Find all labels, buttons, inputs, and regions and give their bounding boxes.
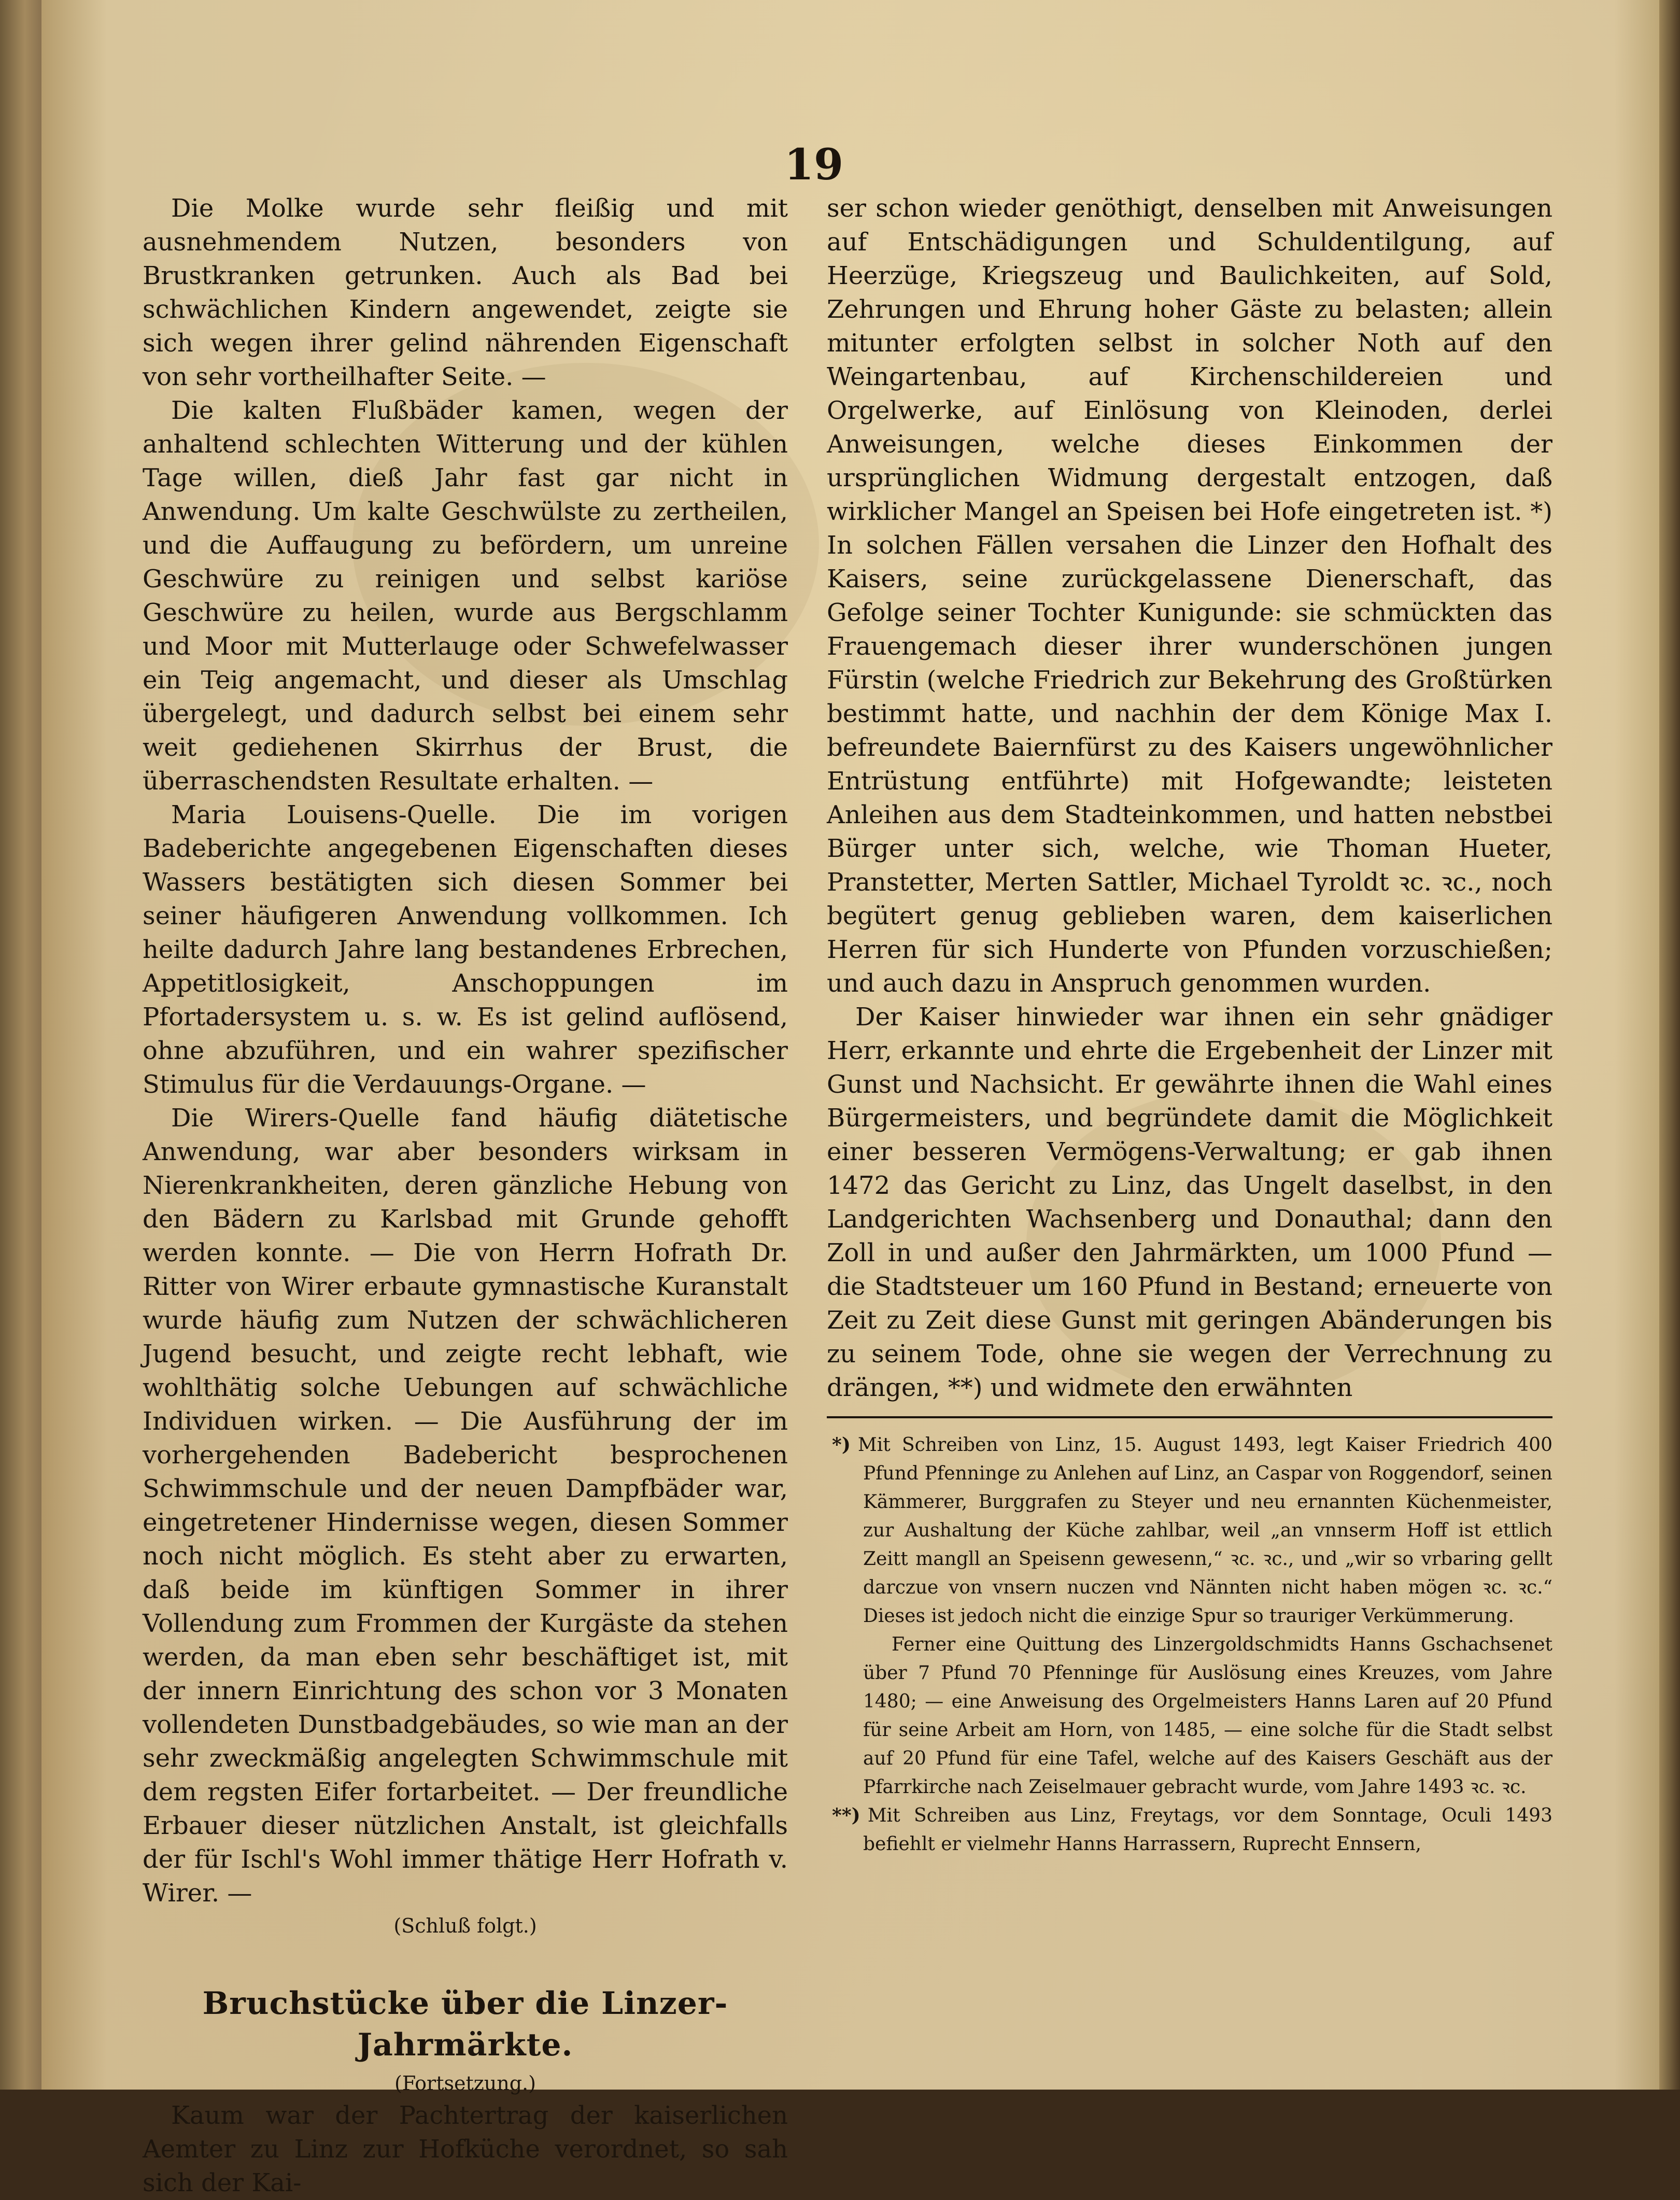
article-start-paragraph: Kaum war der Pachtertrag der kaiserlichen Aemter zu Linz zur Hofküche verordnet, so sah sich der Kai- — [143, 2101, 788, 2197]
right-column — [827, 192, 1552, 1858]
paragraph-wirers-quelle: Die Wirers-Quelle fand häufig diätetische Anwendung, war aber besonders wirksam in Nierenkrankheiten, deren gänzliche Hebung von den Bädern zu Karlsbad mit Grunde gehofft werden konnte. — Die von Herrn Hofrath Dr. Ritter von Wirer erbaute gymnastische Kuranstalt wurde häufig zum Nutzen der schwächlicheren Jugend besucht, und zeigte recht lebhaft, wie wohlthätig solche Uebungen auf schwächliche Individuen wirken. — Die Ausführung der im vorhergehenden Badebericht besprochenen Schwimmschule und der neuen Dampfbäder war, eingetretener Hindernisse wegen, diesen Sommer noch nicht möglich. Es steht aber zu erwarten, daß beide im künftigen Sommer in ihrer Vollendung zum Frommen der Kurgäste da stehen werden, da man eben sehr beschäftiget ist, mit der innern Einrichtung des schon vor 3 Monaten vollendeten Dunstbadgebäudes, so wie man an der sehr zweckmäßig angelegten Schwimmschule mit dem regsten Eifer fortarbeitet. — Der freundliche Erbauer dieser nützlichen Anstalt, ist gleichfalls der für Ischl's Wohl immer thätige Herr Hofrath v. Wirer. — — [143, 1104, 788, 1908]
footnote-mark: *) — [832, 1434, 851, 1456]
closing-note: (Schluß folgt.) — [393, 1914, 537, 1937]
page-number: 19 — [784, 140, 844, 190]
article-title: Bruchstücke über die Linzer-Jahrmärkte. — [202, 1985, 728, 2063]
paragraph-flussbaeder: Die kalten Flußbäder kamen, wegen der anhaltend schlechten Witterung und der kühlen Tage willen, dieß Jahr fast gar nicht in Anwendung. Um kalte Geschwülste zu zertheilen, und die Auffaugung zu befördern, um unreine Geschwüre zu reinigen und selbst kariöse Geschwüre zu heilen, wurde aus Bergschlamm und Moor mit Mutterlauge oder Schwefelwasser ein Teig angemacht, und dieser als Umschlag übergelegt, und dadurch selbst bei einem sehr weit gediehenen Skirrhus der Brust, die überraschendsten Resultate erhalten. — — [143, 396, 788, 796]
footnote-1-continued — [827, 1630, 1552, 1801]
footnote-1 — [827, 1431, 1552, 1630]
paragraph-continuation: ser schon wieder genöthigt, denselben mit Anweisungen auf Entschädigungen und Schuldentilgung, auf Heerzüge, Kriegszeug und Baulichkeiten, auf Sold, Zehrungen und Ehrung hoher Gäste zu belasten; allein mitunter erfolgten selbst in solcher Noth auf den Weingartenbau, auf Kirchenschildereien und Orgelwerke, auf Einlösung von Kleinoden, derlei Anweisungen, welche dieses Einkommen der ursprünglichen Widmung dergestalt entzogen, daß wirklicher Mangel an Speisen bei Hofe eingetreten ist. *) In solchen Fällen versahen die Linzer den Hofhalt des Kaisers, seine zurückgelassene Dienerschaft, das Gefolge seiner Tochter Kunigunde: sie schmückten das Frauengemach dieser ihrer wunderschönen jungen Fürstin (welche Friedrich zur Bekehrung des Großtürken bestimmt hatte, und nachhin der dem Könige Max I. befreundete Baiernfürst zu des Kaisers ungewöhnlicher Entrüstung entführte) mit Hofgewandte; leisteten Anleihen aus dem Stadteinkommen, und hatten nebstbei Bürger unter sich, welche, wie Thoman Hueter, Pranstetter, Merten Sattler, Michael Tyroldt ꝛc. ꝛc., noch begütert genug geblieben waren, dem kaiserlichen Herren für sich Hunderte von Pfunden vorzuschießen; und auch dazu in Anspruch genommen wurden. — [827, 194, 1552, 998]
footnote-mark: **) — [832, 1804, 860, 1826]
page-edge-shadow — [1659, 0, 1680, 2090]
paragraph-kaiser: Der Kaiser hinwieder war ihnen ein sehr gnädiger Herr, erkannte und ehrte die Ergebenheit der Linzer mit Gunst und Nachsicht. Er gewährte ihnen die Wahl eines Bürgermeisters, und begründete damit die Möglichkeit einer besseren Vermögens-Verwaltung; er gab ihnen 1472 das Gericht zu Linz, das Ungelt daselbst, in den Landgerichten Wachsenberg und Donauthal; dann den Zoll in und außer den Jahrmärkten, um 1000 Pfund — die Stadtsteuer um 160 Pfund in Bestand; erneuerte von Zeit zu Zeit diese Gunst mit geringen Abänderungen bis zu seinem Tode, ohne sie wegen der Verrechnung zu drängen, **) und widmete den erwähnten — [827, 1003, 1552, 1402]
footnote-text: Ferner eine Quittung des Linzergoldschmidts Hanns Gschachsenet über 7 Pfund 70 Pfenninge für Auslösung eines Kreuzes, vom Jahre 1480; — eine Anweisung des Orgelmeisters Hanns Laren auf 20 Pfund für seine Arbeit am Horn, von 1485, — eine solche für die Stadt selbst auf 20 Pfund für eine Tafel, welche auf des Kaisers Geschäft aus der Pfarrkirche nach Zeiselmauer gebracht wurde, vom Jahre 1493 ꝛc. ꝛc. — [863, 1634, 1552, 1798]
paragraph-molke: Die Molke wurde sehr fleißig und mit ausnehmendem Nutzen, besonders von Brustkranken getrunken. Auch als Bad bei schwächlichen Kindern angewendet, zeigte sie sich wegen ihrer gelind nährenden Eigenschaft von sehr vortheilhafter Seite. — — [143, 194, 788, 391]
paragraph-maria-louisens-quelle: Maria Louisens-Quelle. Die im vorigen Badeberichte angegebenen Eigenschaften dieses Wassers bestätigten sich diesen Sommer bei seiner häufigeren Anwendung vollkommen. Ich heilte dadurch Jahre lang bestandenes Erbrechen, Appetitlosigkeit, Anschoppungen im Pfortadersystem u. s. w. Es ist gelind auflösend, ohne abzuführen, und ein wahrer spezifischer Stimulus für die Verdauungs-Organe. — — [143, 800, 788, 1099]
footnote-divider — [827, 1416, 1552, 1418]
previous-page-edge — [0, 0, 41, 2090]
footnote-2 — [827, 1801, 1552, 1858]
article-subtitle: (Fortsetzung.) — [394, 2072, 536, 2095]
left-column — [143, 192, 788, 2200]
footnote-text: Mit Schreiben von Linz, 15. August 1493, legt Kaiser Friedrich 400 Pfund Pfenninge zu Anlehen auf Linz, an Caspar von Roggendorf, seinen Kämmerer, Burggrafen zu Steyer und neu ernannten Küchenmeister, zur Aushaltung der Küche zahlbar, weil „an vnnserm Hoff ist ettlich Zeitt mangll an Speisenn gewesenn,“ ꝛc. ꝛc., und „wir so vrbaring gellt darczue von vnsern nuczen vnd Nännten nicht haben mögen ꝛc. ꝛc.“ Dieses ist jedoch nicht die einzige Spur so trauriger Verkümmerung. — [857, 1434, 1552, 1627]
newspaper-page — [41, 0, 1680, 2197]
footnote-text: Mit Schreiben aus Linz, Freytags, vor dem Sonntage, Oculi 1493 befiehlt er vielmehr Hanns Harrassern, Ruprecht Ennsern, — [863, 1805, 1552, 1855]
